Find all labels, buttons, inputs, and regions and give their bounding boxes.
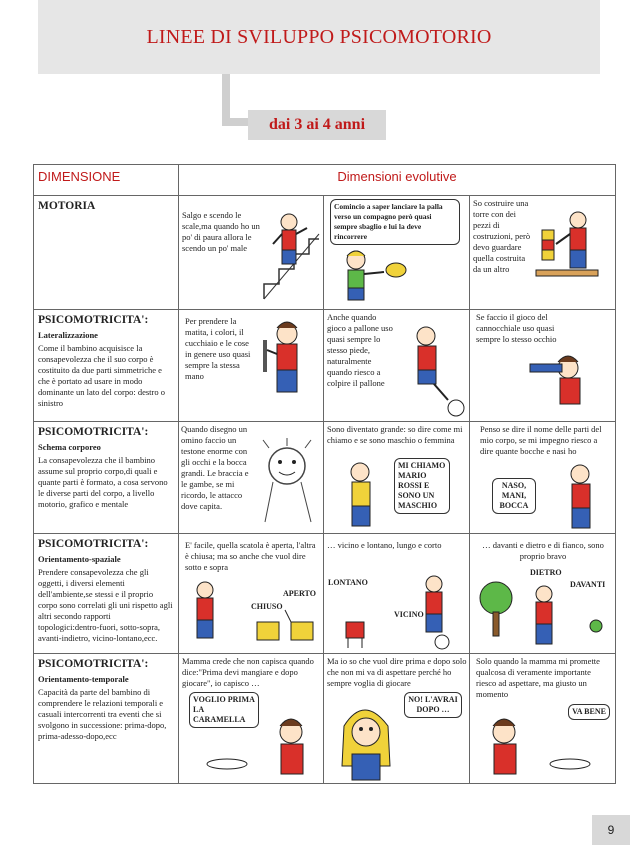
connector-line-horizontal xyxy=(222,118,250,126)
page-title: LINEE DI SVILUPPO PSICOMOTORIO xyxy=(146,26,492,48)
mother-illustration xyxy=(330,698,414,782)
cell-text: So costruire una torre con dei pezzi di costruzioni, però devo guardare quella costruita da un altro xyxy=(473,198,531,274)
dimension-cell xyxy=(34,196,179,310)
cell-text: Solo quando la mamma mi promette qualcosa di veramente importante riesco ad aspettare, ma giusto un momento xyxy=(476,656,600,699)
dimension-name: PSICOMOTRICITA': xyxy=(38,426,149,438)
dimension-cell xyxy=(34,654,179,784)
boy-tower-illustration xyxy=(534,210,614,306)
evolution-cell xyxy=(179,534,324,654)
cell-text: Mamma crede che non capisca quando dice:"Prima devi mangiare e dopo giocare", io capisco … xyxy=(182,656,314,688)
boy-stairs-illustration xyxy=(259,204,321,304)
page-number: 9 xyxy=(592,815,630,845)
table-row xyxy=(34,310,616,422)
cell-text: … vicino e lontano, lungo e corto xyxy=(327,540,442,550)
boy-introduce-illustration xyxy=(330,460,392,532)
speech-bubble: Comincio a saper lanciare la palla verso un compagno però quasi sempre sbaglio e lui la deve rincorrere xyxy=(330,199,460,245)
cell-text: Sono diventato grande: so dire come mi chiamo e se sono maschio o femmina xyxy=(327,424,463,445)
boy-pointing-illustration xyxy=(552,462,614,532)
evolution-cell xyxy=(179,196,324,310)
evolution-cell xyxy=(324,654,470,784)
evolution-cell xyxy=(324,422,470,534)
label-dietro: DIETRO xyxy=(530,568,562,577)
dimension-subtitle: Schema corporeo xyxy=(38,442,101,452)
boy-pencil-illustration xyxy=(251,320,323,418)
evolution-cell xyxy=(470,422,616,534)
dimension-cell xyxy=(34,310,179,422)
dimension-subtitle: Orientamento-temporale xyxy=(38,674,129,684)
label-lontano: LONTANO xyxy=(328,578,368,587)
cell-text: Per prendere la matita, i colori, il cucchiaio e le cose in genere uso quasi sempre la stessa mano xyxy=(185,316,251,381)
table-header-row xyxy=(34,165,616,196)
cell-text: Se faccio il gioco del cannocchiale uso quasi sempre lo stesso occhio xyxy=(476,312,557,344)
label-vicino: VICINO xyxy=(394,610,424,619)
evolution-cell xyxy=(179,310,324,422)
table-row xyxy=(34,534,616,654)
cell-text: Anche quando gioco a pallone uso quasi sempre lo stesso piede, naturalmente quando riesco a colpire il pallone xyxy=(327,312,393,388)
table-row xyxy=(34,422,616,534)
dimension-name: PSICOMOTRICITA': xyxy=(38,658,149,670)
dimension-subtitle: Lateralizzazione xyxy=(38,330,98,340)
dimension-subtitle: Orientamento-spaziale xyxy=(38,554,121,564)
speech-bubble: VOGLIO PRIMA LA CARAMELLA xyxy=(189,692,259,728)
evolution-cell xyxy=(470,196,616,310)
dimension-description: Prendere consapevolezza che gli oggetti, i diversi elementi dell'ambiente,se stessi e il proprio corpo sono correlati gli uni rispetto agli altri secondo rapporti topologici:dentro-fuori, sotto-sopra, avanti-indietro, vicino-lontano,ecc. xyxy=(38,567,173,643)
label-aperto: APERTO xyxy=(283,589,316,598)
cell-text: Penso se dire il nome delle parti del mio corpo, se mi impegno riesco a dire quante bocche e nasi ho xyxy=(480,424,602,456)
boxes-illustration xyxy=(185,578,324,650)
cell-text: Quando disegno un omino faccio un testone enorme con gli occhi e la bocca grandi. Le braccia e le gambe, se mi ricordo, le attacco dove capita. xyxy=(181,424,249,511)
header-dimension: DIMENSIONE xyxy=(34,165,179,196)
dimension-name: PSICOMOTRICITA': xyxy=(38,314,149,326)
age-subtitle: dai 3 ai 4 anni xyxy=(248,110,386,140)
dimension-cell xyxy=(34,422,179,534)
speech-bubble: NASO, MANI, BOCCA xyxy=(492,478,536,514)
boy-plate-illustration xyxy=(199,714,323,780)
speech-bubble: NO! L'AVRAI DOPO … xyxy=(404,692,462,718)
dimension-name: PSICOMOTRICITA': xyxy=(38,538,149,550)
dimension-cell xyxy=(34,534,179,654)
speech-bubble: VA BENE xyxy=(568,704,610,720)
evolution-cell xyxy=(470,534,616,654)
boy-waiting-illustration xyxy=(476,714,614,780)
evolution-cell xyxy=(179,422,324,534)
evolution-cell xyxy=(470,654,616,784)
evolution-cell xyxy=(470,310,616,422)
dimension-description: Come il bambino acquisisce la consapevolezza che il suo corpo è costituito da due parti simmetriche e che è portato ad usare in modo dominante un lato del corpo: destro o sinistro xyxy=(38,343,165,408)
cell-text: E' facile, quella scatola è aperta, l'altra è chiusa; ma so anche che vuol dire sotto e sopra xyxy=(185,540,316,572)
dimension-name: MOTORIA xyxy=(38,200,96,212)
children-ball-illustration xyxy=(334,248,464,306)
label-chiuso: CHIUSO xyxy=(251,602,283,611)
near-far-illustration xyxy=(330,556,470,652)
boy-football-illustration xyxy=(394,324,468,420)
cell-text: Salgo e scendo le scale,ma quando ho un po' di paura allora le scendo un po' male xyxy=(182,210,260,253)
evolution-cell xyxy=(324,310,470,422)
speech-bubble: MI CHIAMO MARIO ROSSI E SONO UN MASCHIO xyxy=(394,458,450,514)
evolution-cell xyxy=(179,654,324,784)
dimension-description: Capacità da parte del bambino di comprendere le relazioni temporali e casuali intercorrenti tra eventi che si svolgono in successione: prima-dopo, prima-adesso-dopo,ecc xyxy=(38,687,167,741)
tree-illustration xyxy=(474,574,614,652)
dimension-description: La consapevolezza che il bambino assume sul proprio corpo,di quali e quante parti è formato, a cosa servono le diverse parti del corpo, a livello motorio, grafico e mentale xyxy=(38,455,168,509)
evolution-cell xyxy=(324,534,470,654)
development-table xyxy=(33,164,616,784)
table-row xyxy=(34,654,616,784)
evolution-cell xyxy=(324,196,470,310)
cell-text: … davanti e dietro e di fianco, sono proprio bravo xyxy=(482,540,604,561)
header-evolutive: Dimensioni evolutive xyxy=(179,165,616,196)
drawn-figure-illustration xyxy=(253,436,323,530)
boy-telescope-illustration xyxy=(510,350,614,420)
table-row xyxy=(34,196,616,310)
label-davanti: DAVANTI xyxy=(570,580,606,589)
cell-text: Ma io so che vuol dire prima e dopo solo che non mi va di aspettare perché ho sempre voglia di giocare xyxy=(327,656,467,688)
